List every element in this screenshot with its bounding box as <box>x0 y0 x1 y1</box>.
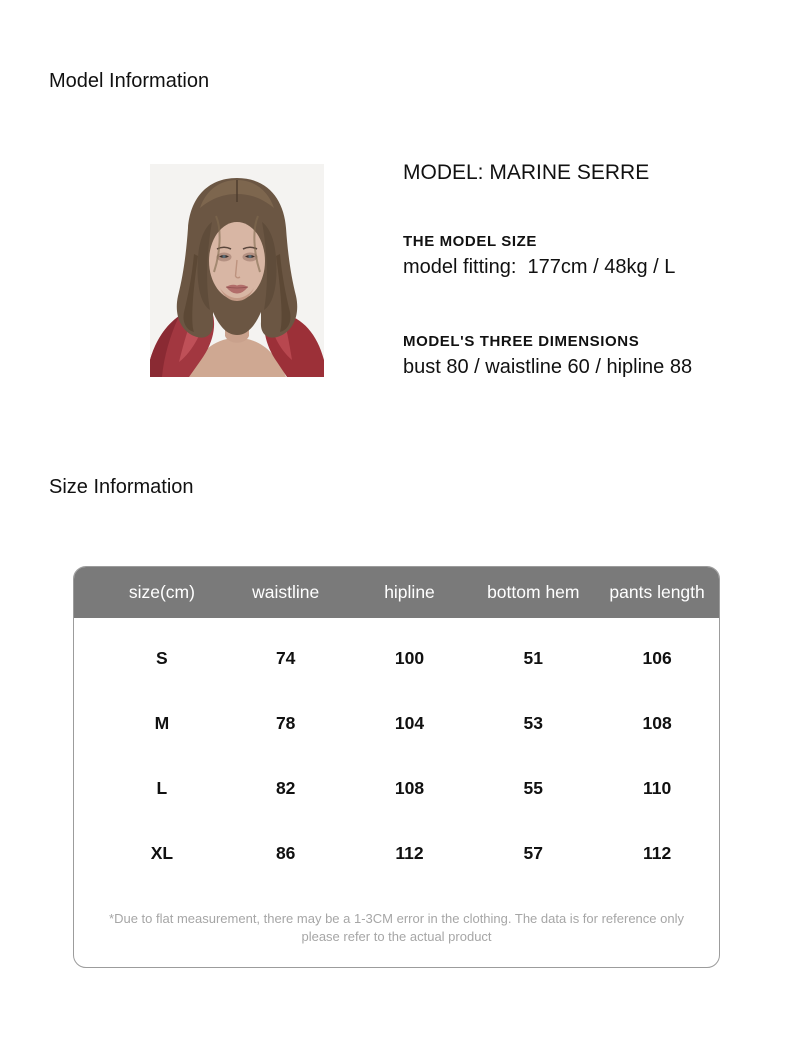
size-table-body <box>74 618 719 886</box>
column-header-waistline: waistline <box>252 582 320 602</box>
size-label: XL <box>150 843 174 863</box>
pants-length-value: 112 <box>642 843 672 863</box>
pants-length-value: 106 <box>642 648 672 668</box>
bottom-hem-value: 57 <box>523 843 544 863</box>
model-dimensions-line: bust 80 / waistline 60 / hipline 88 <box>403 356 693 378</box>
bottom-hem-value: 55 <box>523 778 544 798</box>
hipline-value: 112 <box>395 843 424 863</box>
model-fitting-line: model fitting: 177cm / 48kg / L <box>403 256 676 278</box>
pants-length-value: 108 <box>642 713 672 733</box>
column-header-hipline: hipline <box>384 582 435 602</box>
footnote-line-1: *Due to flat measurement, there may be a 1-3CM error in the clothing. The data is for reference only <box>109 911 684 926</box>
bottom-hem-value: 51 <box>523 648 544 668</box>
waistline-value: 74 <box>275 648 296 668</box>
size-table-footnote <box>74 910 719 946</box>
size-information-heading: Size Information <box>49 476 194 498</box>
size-chart-table <box>73 566 720 968</box>
hipline-value: 104 <box>394 713 425 733</box>
model-information-heading: Model Information <box>49 70 210 92</box>
model-dimensions-label: MODEL'S THREE DIMENSIONS <box>403 333 640 350</box>
column-header-bottom-hem: bottom hem <box>487 582 580 602</box>
model-size-label: THE MODEL SIZE <box>403 233 537 250</box>
size-label: L <box>156 778 168 798</box>
column-header-size: size(cm) <box>128 582 195 602</box>
hipline-value: 100 <box>394 648 425 668</box>
model-name: MODEL: MARINE SERRE <box>403 161 650 184</box>
table-row-l <box>74 756 719 821</box>
bottom-hem-value: 53 <box>523 713 544 733</box>
footnote-line-2: please refer to the actual product <box>301 929 492 944</box>
pants-length-value: 110 <box>642 778 672 798</box>
size-table-header-row <box>74 567 719 618</box>
table-row-m <box>74 691 719 756</box>
table-row-xl <box>74 821 719 886</box>
column-header-pants-length: pants length <box>609 582 705 602</box>
waistline-value: 86 <box>275 843 296 863</box>
waistline-value: 82 <box>275 778 296 798</box>
size-label: S <box>156 648 168 668</box>
waistline-value: 78 <box>275 713 296 733</box>
table-row-s <box>74 626 719 691</box>
model-photo <box>150 164 324 377</box>
hipline-value: 108 <box>394 778 425 798</box>
size-label: M <box>154 713 170 733</box>
